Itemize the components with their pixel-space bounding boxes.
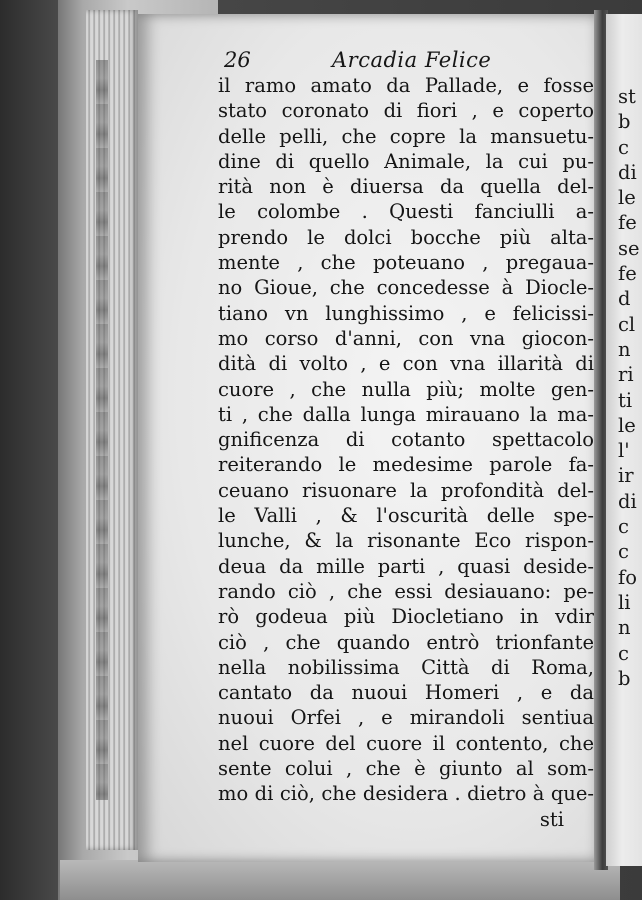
text-line: cuore , che nulla più; molte gen-: [218, 377, 594, 401]
text-line: rità non è diuersa da quella del-: [218, 175, 594, 199]
text-line: dità di volto , e con vna illarità di: [218, 352, 594, 376]
right-page-fragment: ir: [618, 464, 634, 488]
right-page-fragment: c: [618, 515, 629, 539]
right-page-fragment: li: [618, 590, 631, 614]
text-line: deua da mille parti , quasi deside-: [218, 554, 594, 578]
text-line: lunche, & la risonante Eco rispon-: [218, 529, 594, 553]
text-line: ceuano risuonare la profondità del-: [218, 478, 594, 502]
right-page-fragment: fe: [618, 211, 637, 235]
text-line: nella nobilissima Città di Roma,: [218, 655, 594, 679]
right-page-fragment: fe: [618, 262, 637, 286]
text-line: gnificenza di cotanto spettacolo: [218, 428, 594, 452]
right-page-text: [618, 84, 642, 691]
right-page-fragment: n: [618, 616, 631, 640]
text-line: le colombe . Questi fanciulli a-: [218, 200, 594, 224]
right-page-fragment: n: [618, 337, 631, 361]
right-page-fragment: di: [618, 489, 637, 513]
text-line: mo corso d'anni, con vna giocon-: [218, 326, 594, 350]
text-line: ciò , che quando entrò trionfante: [218, 630, 594, 654]
right-page-fragment: di: [618, 160, 637, 184]
book-bottom-edge: [60, 860, 620, 900]
right-page-fragment: le: [618, 186, 636, 210]
text-line: nuoui Orfei , e mirandoli sentiua: [218, 706, 594, 730]
right-page-fragment: c: [618, 540, 629, 564]
right-page-fragment: ri: [618, 363, 634, 387]
text-line: dine di quello Animale, la cui pu-: [218, 149, 594, 173]
right-page-fragment: fo: [618, 565, 637, 589]
right-page-fragment: le: [618, 413, 636, 437]
right-page-fragment: c: [618, 135, 629, 159]
text-line: stato coronato di fiori , e coperto: [218, 99, 594, 123]
right-page-fragment: b: [618, 666, 631, 690]
text-line: reiterando le medesime parole fa-: [218, 453, 594, 477]
text-line: delle pelli, che copre la mansuetu-: [218, 124, 594, 148]
text-line: ti , che dalla lunga mirauano la ma-: [218, 402, 594, 426]
running-title: Arcadia Felice: [332, 48, 492, 72]
text-line: mo di ciò, che desidera . dietro à que-: [218, 782, 594, 806]
right-page-fragment: st: [618, 85, 636, 108]
right-page-fragment: l': [618, 439, 630, 463]
text-line: no Gioue, che concedesse à Diocle-: [218, 276, 594, 300]
right-page-fragment: b: [618, 110, 631, 134]
text-line: sente colui , che è giunto al som-: [218, 757, 594, 781]
text-line: il ramo amato da Pallade, e fosse: [218, 74, 594, 97]
page-number: 26: [224, 48, 251, 72]
page-edges: [86, 10, 138, 850]
text-line: le Valli , & l'oscurità delle spe-: [218, 504, 594, 528]
text-line: mente , che poteuano , pregaua-: [218, 251, 594, 275]
right-page-fragment: se: [618, 236, 640, 260]
right-page-fragment: ti: [618, 388, 633, 412]
text-line: prendo le dolci bocche più alta-: [218, 225, 594, 249]
text-line: rò godeua più Diocletiano in vdir: [218, 605, 594, 629]
text-line: sti: [539, 807, 564, 831]
text-line: tiano vn lunghissimo , e felicissi-: [218, 301, 594, 325]
right-page-fragment: c: [618, 641, 629, 665]
page-edges-shadow: [96, 60, 108, 800]
right-page-fragment: d: [618, 287, 631, 311]
text-line: rando ciò , che essi desiauano: pe-: [218, 579, 594, 603]
right-page-fragment: cl: [618, 312, 636, 336]
page-text: [218, 73, 594, 832]
text-line: nel cuore del cuore il contento, che: [218, 731, 594, 755]
text-line: cantato da nuoui Homeri , e da: [218, 681, 594, 705]
